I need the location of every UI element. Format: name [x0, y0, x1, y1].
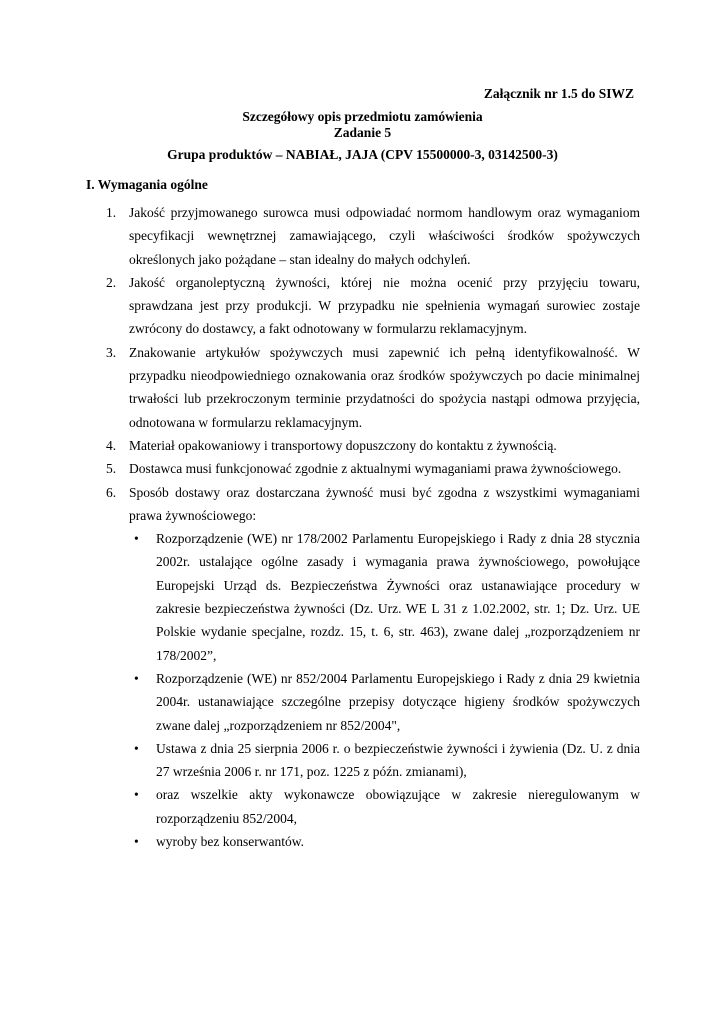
product-group: Grupa produktów – NABIAŁ, JAJA (CPV 15500000-3, 03142500-3): [167, 147, 558, 162]
bullet-icon: •: [134, 740, 139, 756]
bullet-icon: •: [134, 787, 139, 803]
item-text: Sposób dostawy oraz dostarczana żywność musi być zgodna z wszystkimi wymaganiami prawa żywnościowego:: [129, 484, 640, 523]
item-text: Materiał opakowaniowy i transportowy dopuszczony do kontaktu z żywnością.: [129, 437, 557, 453]
bullet-text: Rozporządzenie (WE) nr 852/2004 Parlamentu Europejskiego i Rady z dnia 29 kwietnia 2004r. ustanawiające szczególne przepisy dotyczące higieny środków spożywczych zwane dalej „rozporządzeniem nr 852/2004",: [156, 670, 640, 733]
item-number: 6.: [106, 484, 117, 500]
list-item: [86, 341, 640, 434]
task-number: Zadanie 5: [333, 125, 392, 140]
item-text: Dostawca musi funkcjonować zgodnie z aktualnymi wymaganiami prawa żywnościowego.: [129, 461, 622, 477]
list-item: [86, 481, 640, 528]
document-title: Szczegółowy opis przedmiotu zamówienia: [242, 109, 483, 124]
bullet-item: [129, 667, 640, 737]
bullet-icon: •: [134, 670, 139, 686]
section-heading: I. Wymagania ogólne: [86, 177, 208, 192]
list-item: [86, 434, 640, 457]
bullet-item: [129, 527, 640, 667]
requirements-list: [86, 201, 640, 853]
bullet-text: wyroby bez konserwantów.: [156, 834, 304, 850]
bullet-item: [129, 737, 640, 784]
item-number: 4.: [106, 437, 117, 453]
item-number: 5.: [106, 461, 117, 477]
bullet-text: Rozporządzenie (WE) nr 178/2002 Parlamentu Europejskiego i Rady z dnia 28 stycznia 2002r. ustalające ogólne zasady i wymagania prawa żywnościowego, powołujące Europejski Urząd ds. Bezpieczeństwa Żywności oraz ustanawiające procedury w zakresie bezpieczeństwa żywności (Dz. Urz. WE L 31 z 1.02.2002, str. 1; Dz. Urz. UE Polskie wydanie specjalne, rozdz. 15, t. 6, str. 463), zwane dalej „rozporządzeniem nr 178/2002”,: [156, 531, 640, 663]
attachment-label: Załącznik nr 1.5 do SIWZ: [483, 86, 634, 101]
bullet-icon: •: [134, 531, 139, 547]
bullet-icon: •: [134, 834, 139, 850]
list-item: [86, 201, 640, 271]
item-text: Jakość organoleptyczną żywności, której nie można ocenić przy przyjęciu towaru, sprawdzana jest przy produkcji. W przypadku nie spełnienia wymagań surowiec zostaje zwrócony do dostawcy, a fakt odnotowany w formularzu reklamacyjnym.: [129, 274, 640, 337]
bullet-item: [129, 783, 640, 830]
item-number: 2.: [106, 274, 117, 290]
list-item: [86, 457, 640, 480]
item-number: 3.: [106, 344, 117, 360]
item-number: 1.: [106, 205, 117, 220]
bullet-text: oraz wszelkie akty wykonawcze obowiązujące w zakresie nieregulowanym w rozporządzeniu 852/2004,: [156, 787, 640, 826]
list-item: [86, 271, 640, 341]
bullet-item: [129, 830, 640, 853]
bullet-text: Ustawa z dnia 25 sierpnia 2006 r. o bezpieczeństwie żywności i żywienia (Dz. U. z dnia 27 września 2006 r. nr 171, poz. 1225 z późn. zmianami),: [156, 740, 640, 780]
regulations-list: [129, 527, 640, 853]
item-text: Jakość przyjmowanego surowca musi odpowiadać normom handlowym oraz wymaganiom specyfikacji wewnętrznej zamawiającego, czyli właściwości środków spożywczych określonych jako pożądane – stan idealny do małych odchyleń.: [129, 205, 640, 267]
item-text: Znakowanie artykułów spożywczych musi zapewnić ich pełną identyfikowalność. W przypadku nieodpowiedniego oznakowania oraz środków spożywczych po dacie minimalnej trwałości lub przekroczonym terminie przydatności do spożycia nastąpi odmowa przyjęcia, odnotowana w formularzu reklamacyjnym.: [129, 344, 640, 430]
